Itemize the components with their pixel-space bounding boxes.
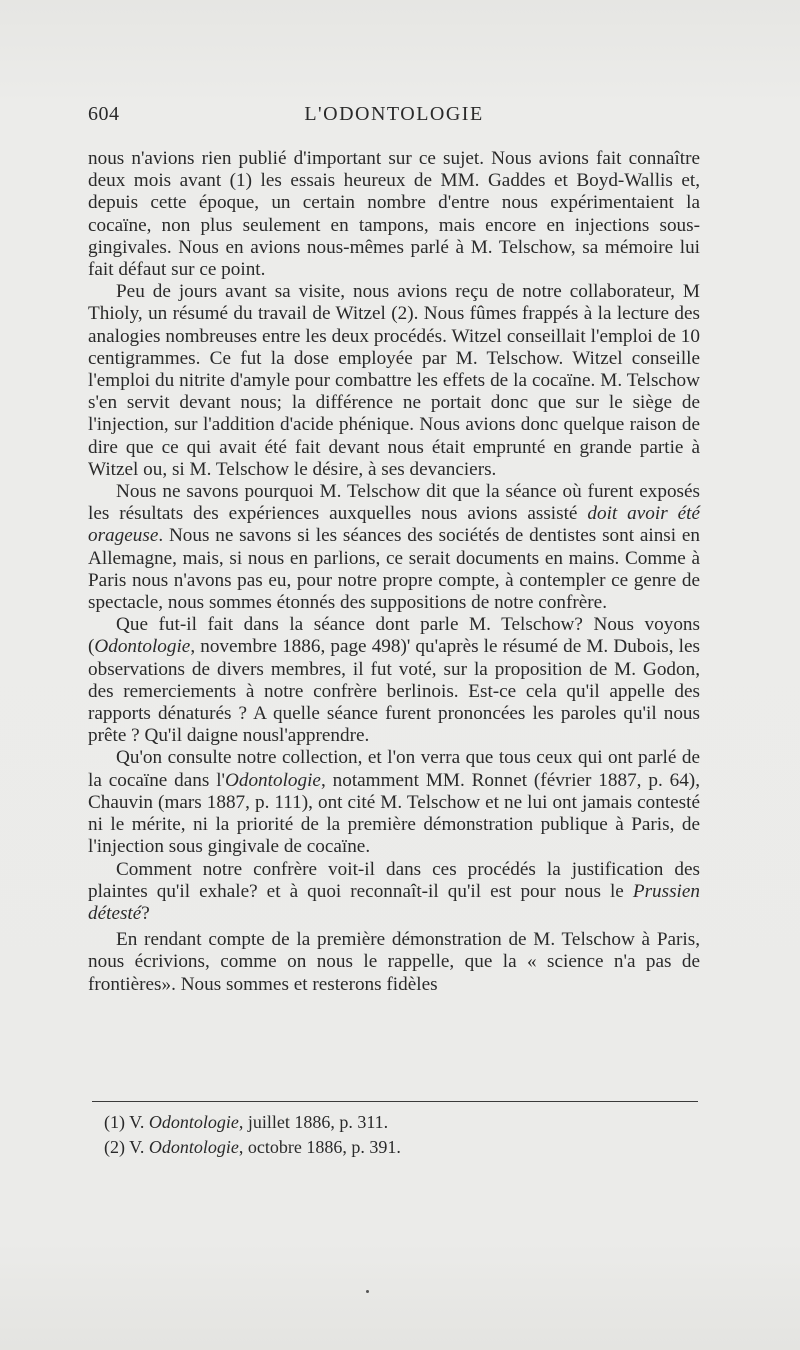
footnote-marker: (1) V. [104,1112,149,1132]
paragraph-text: ? [141,902,150,924]
page-header [88,103,700,133]
paragraph [88,859,700,926]
footnote [104,1110,694,1135]
footnote [104,1135,694,1160]
page-number: 604 [88,103,120,125]
footnote-text: , octobre 1886, p. 391. [238,1137,401,1157]
paragraph-text: , notamment MM. Ronnet (février 1887, p. 64), Chauvin (mars 1887, p. 111), ont cité M. Telschow et ne lui ont jamais contesté ni le mérite, ni la priorité de la première démonstration publique à Paris, de l'injection sous gingivale de cocaïne. [88,769,700,858]
paragraph [88,148,700,281]
running-title: L'ODONTOLOGIE [304,103,484,125]
footnote-marker: (2) V. [104,1137,149,1157]
emphasis: doit avoir été orageuse [88,503,700,547]
footnote-source: Odontologie [148,1137,239,1157]
paragraph-text: En rendant compte de la première démonstration de M. Telschow à Paris, nous écrivions, comme on nous le rappelle, que la « science n'a pas de frontières». Nous sommes et resterons fidèles [88,929,700,995]
footnotes [104,1110,694,1160]
paragraph-text: . Nous ne savons si les séances des sociétés de dentistes sont ainsi en Allemagne, mais, si nous en parlions, ce serait documents en mains. Comme à Paris nous n'avons pas eu, pour notre propre compte, à contempler ce genre de spectacle, nous sommes étonnés des suppositions de notre confrère. [88,525,700,614]
emphasis: Odontologie [225,769,321,791]
footnote-divider [92,1101,698,1102]
paragraph-text: Que fut-il fait dans la séance dont parle M. Telschow? Nous voyons ( [88,614,700,658]
article-body [88,148,700,996]
paragraph [88,614,700,747]
footnote-text: , juillet 1886, p. 311. [238,1112,389,1132]
paragraph [88,481,700,614]
paragraph [88,747,700,858]
paragraph-text: Peu de jours avant sa visite, nous avions reçu de notre collaborateur, M Thioly, un résumé du travail de Witzel (2). Nous fûmes frappés à la lecture des analogies nombreuses entre les deux procédés. Witzel conseillait l'emploi de 10 centigrammes. Ce fut la dose employée par M. Telschow. Witzel conseille l'emploi du nitrite d'amyle pour combattre les effets de la cocaïne. M. Telschow s'en servit devant nous; la différence ne portait donc que sur le siège de l'injection, sur l'addition d'acide phénique. Nous avions donc quelque raison de dire que ce qui avait été fait devant nous était emprunté en grande partie à Witzel ou, si M. Telschow le désire, à ses devanciers. [88,281,700,480]
emphasis: Prussien détesté [88,880,700,924]
paragraph-text: Comment notre confrère voit-il dans ces procédés la justification des plaintes qu'il exhale? et à quoi reconnaît-il qu'il est pour nous le [88,858,700,902]
paragraph-text: Nous ne savons pourquoi M. Telschow dit que la séance où furent exposés les résultats des expériences auxquelles nous avions assisté [88,481,700,525]
paragraph [88,281,700,481]
footnote-source: Odontologie [148,1112,239,1132]
paragraph-text: , novembre 1886, page 498)' qu'après le résumé de M. Dubois, les observations de divers membres, il fut voté, sur la proposition de M. Godon, des remerciements à notre confrère berlinois. Est-ce cela qu'il appelle des rapports dénaturés ? A quelle séance furent prononcées les paroles qu'il nous prête ? Qu'il daigne nousl'apprendre. [88,636,700,747]
paragraph-text: nous n'avions rien publié d'important sur ce sujet. Nous avions fait connaître deux mois avant (1) les essais heureux de MM. Gaddes et Boyd-Wallis et, depuis cette époque, un certain nombre d'entre nous expérimentaient la cocaïne, non plus seulement en tampons, mais encore en injections sous-gingivales. Nous en avions nous-mêmes parlé à M. Telschow, sa mémoire lui fait défaut sur ce point. [88,148,700,281]
paragraph-text: Qu'on consulte notre collection, et l'on verra que tous ceux qui ont parlé de la cocaïne dans l' [88,747,700,791]
paragraph [88,929,700,996]
ink-speck [366,1290,369,1293]
emphasis: Odontologie [94,636,191,658]
